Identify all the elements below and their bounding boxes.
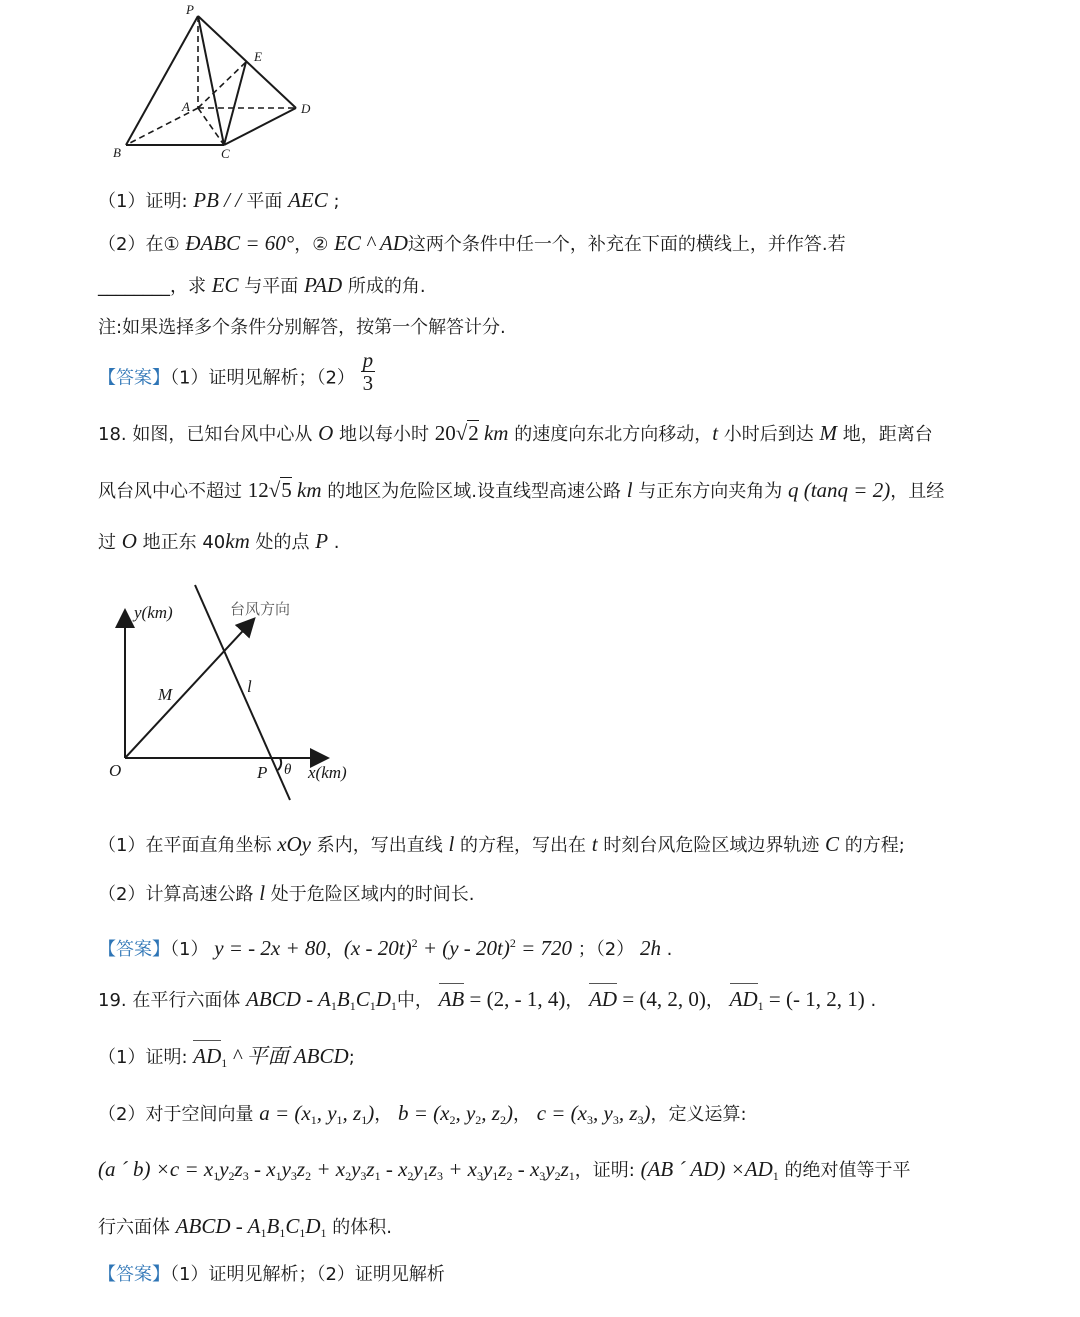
math: t [591, 832, 598, 856]
math: q [787, 478, 799, 502]
text: 行六面体 [98, 1217, 176, 1238]
text: ， [325, 939, 344, 960]
q18-answer [98, 930, 672, 963]
text: ， [705, 990, 724, 1011]
q18-line3 [98, 528, 340, 556]
label-M: M [158, 685, 173, 704]
math: = (- 1, 2, 1) [763, 987, 865, 1011]
answer-fraction [361, 349, 376, 394]
math: M [819, 421, 838, 445]
math: ÐABC = 60° [185, 231, 295, 255]
text: ，求 [170, 276, 212, 297]
q17-part1 [98, 187, 340, 215]
math: km [478, 421, 509, 445]
math: km [225, 529, 250, 553]
text: 风台风中心不超过 [98, 481, 248, 502]
y-axis-label: y(km) [134, 603, 173, 622]
q19-line1: 19. 在平行六面体 ABCD - $A_1B_1C_1D_1$中， AB = (2, - 1, 4)， AD = (4, 2, 0)， $AD_1$ = (- 1, 2, 1) . [98, 987, 877, 1013]
denominator: 3 [362, 371, 374, 395]
q18-line1: 18. 如图，已知台风中心从 O 地以每小时 20√2 km 的速度向东北方向移动，t 小时后到达 M 地，距离台 [98, 421, 933, 445]
math: (x - 20t) [343, 936, 412, 960]
text: 地正东 40 [136, 532, 226, 553]
text: 的速度向东北方向移动， [508, 424, 713, 445]
answer-label: 【答案】 [98, 1264, 170, 1285]
q17-answer [98, 348, 375, 395]
typhoon-path [125, 620, 253, 758]
vector-c: c = (x [536, 1101, 587, 1125]
text: （1）证明: [98, 191, 194, 212]
math: t [712, 421, 719, 445]
text: ，② [294, 234, 335, 255]
answer-text: （1）证明见解析；（2） [170, 367, 355, 389]
typhoon-figure [100, 580, 370, 810]
text: 地，距离台 [837, 424, 933, 445]
label-P: P [257, 763, 268, 782]
edge-AE [198, 62, 246, 108]
formula: (a ´ b) ×c = x [98, 1157, 214, 1181]
exponent: 2 [411, 936, 418, 950]
math: = 720 [515, 936, 573, 960]
x-axis-label: x(km) [308, 763, 347, 782]
q19-formula: (a ´ $b) \times c = x_1y_2z_3 - x_1y_3z_2 + x_2y_3z_1 - x_2y_1z_3 + x_3y_1z_2 - x_3y_2z_1$，证明: (AB ´ $AD) \times AD_1$ 的绝对值等于平 [98, 1157, 911, 1183]
math: EC [211, 273, 239, 297]
numerator: p [362, 348, 374, 372]
vector-AB: AB [438, 987, 465, 1011]
text: 平面 [246, 191, 289, 212]
q19-answer [98, 1262, 445, 1288]
text: 处于危险区域内的时间长. [265, 884, 475, 905]
text: 的绝对值等于平 [778, 1160, 911, 1181]
blank: ________ [98, 276, 170, 297]
math: l [626, 478, 633, 502]
q18-part1 [98, 831, 905, 859]
math: O [121, 529, 137, 553]
math: ^ 平面 [227, 1044, 294, 1068]
text: . [660, 939, 673, 960]
text: . [864, 990, 877, 1011]
math: 5 [281, 478, 292, 502]
text: 时刻台风危险区域边界轨迹 [597, 835, 826, 856]
text: （1）在平面直角坐标 [98, 835, 278, 856]
pyramid-figure [100, 0, 330, 170]
label-theta: θ [284, 762, 292, 778]
text: 的体积. [326, 1217, 392, 1238]
direction-label: 台风方向 [230, 600, 291, 618]
vector-b: b = (x [397, 1101, 450, 1125]
theta-arc [278, 758, 281, 770]
label-O: O [109, 761, 122, 780]
text: ; [327, 191, 340, 212]
text: 过 [98, 532, 122, 553]
q17-part2 [98, 230, 846, 258]
text: （2）在① [98, 234, 186, 255]
edge-EC [224, 62, 246, 145]
math: ABCD - A [175, 1214, 261, 1238]
text: ，证明: [574, 1160, 641, 1181]
text: 处的点 [249, 532, 316, 553]
text: 所成的角. [342, 276, 426, 297]
q19-part1: （1）证明: $AD_1$ ^ 平面 ABCD; [98, 1044, 355, 1070]
math: P [315, 529, 329, 553]
math: PB / / [193, 188, 247, 212]
math: ABCD - A [246, 987, 331, 1011]
vector-AD1: AD [193, 1044, 222, 1068]
note-text: 注:如果选择多个条件分别解答，按第一个解答计分. [98, 317, 506, 338]
math: km [291, 478, 322, 502]
math: 12 [247, 478, 269, 502]
label-A: A [182, 99, 190, 114]
text: （2）对于空间向量 [98, 1104, 260, 1125]
exponent: 2 [509, 936, 516, 950]
math: EC ^ AD [334, 231, 408, 255]
q18-part2 [98, 880, 474, 908]
text: 18. 如图，已知台风中心从 [98, 424, 319, 445]
edge-CD [224, 108, 296, 145]
text: 与正东方向夹角为 [632, 481, 788, 502]
text: 的地区为危险区域.设直线型高速公路 [321, 481, 627, 502]
text: ， [565, 990, 584, 1011]
answer-label: 【答案】 [98, 939, 170, 960]
text: 地以每小时 [333, 424, 435, 445]
math: 2 [468, 421, 479, 445]
math: O [318, 421, 334, 445]
text: ; [348, 1047, 355, 1068]
math: AEC [288, 188, 328, 212]
label-D: D [301, 101, 311, 116]
text: 的方程，写出在 [454, 835, 592, 856]
text: 与平面 [238, 276, 305, 297]
math: PAD [304, 273, 343, 297]
q19-last-line: 行六面体 ABCD - $A_1B_1C_1D_1$ 的体积. [98, 1214, 392, 1240]
label-C: C [221, 146, 230, 161]
text: （1）证明: [98, 1047, 194, 1068]
text: ；（2） [572, 939, 640, 960]
label-P: P [186, 2, 194, 17]
text: 系内，写出直线 [311, 835, 449, 856]
text: 这两个条件中任一个，补充在下面的横线上，并作答.若 [407, 234, 846, 255]
text: 小时后到达 [718, 424, 820, 445]
text: ，定义运算: [650, 1104, 747, 1125]
math: C [825, 832, 840, 856]
text: 中， [396, 990, 433, 1011]
text: ， [374, 1104, 393, 1125]
text: . [328, 532, 340, 553]
text: （2）计算高速公路 [98, 884, 260, 905]
answer-text: （1）证明见解析；（2）证明见解析 [170, 1264, 445, 1285]
math: 2h [639, 936, 661, 960]
math: xOy [277, 832, 311, 856]
math: = (4, 2, 0) [617, 987, 706, 1011]
q17-note [98, 315, 506, 341]
q17-part2-line2 [98, 272, 426, 300]
text: ，且经 [890, 481, 945, 502]
math: 20 [434, 421, 456, 445]
vector-AD: AD [589, 987, 618, 1011]
math: l [259, 881, 266, 905]
label-l: l [247, 677, 252, 696]
math: (tanq = 2) [798, 478, 891, 502]
math: y = - 2x + 80 [214, 936, 326, 960]
q19-part2: （2）对于空间向量 $a = (x_1$, $y_1$, $z_1$)， $b = (x_2$, $y_2$, $z_2$)， $c = (x_3$, $y_3$, $z_3$)，定义运算: [98, 1101, 747, 1127]
text: （1） [170, 939, 215, 960]
math: = (2, - 1, 4) [464, 987, 566, 1011]
answer-label: 【答案】 [98, 367, 170, 389]
math: + (y - 20t) [417, 936, 510, 960]
vector-a: a = (x [259, 1101, 311, 1125]
q18-line2: 风台风中心不超过 12√5 km 的地区为危险区域.设直线型高速公路 l 与正东方向夹角为 q (tanq = 2)，且经 [98, 478, 945, 502]
proof-expression: (AB ´ AD) ×AD [640, 1157, 773, 1181]
label-E: E [254, 49, 262, 64]
label-B: B [113, 145, 121, 160]
math: ABCD [293, 1044, 349, 1068]
text: 的方程; [839, 835, 905, 856]
text: 19. 在平行六面体 [98, 990, 247, 1011]
vector-AD1: AD [729, 987, 758, 1011]
text: ， [512, 1104, 531, 1125]
math: l [448, 832, 455, 856]
